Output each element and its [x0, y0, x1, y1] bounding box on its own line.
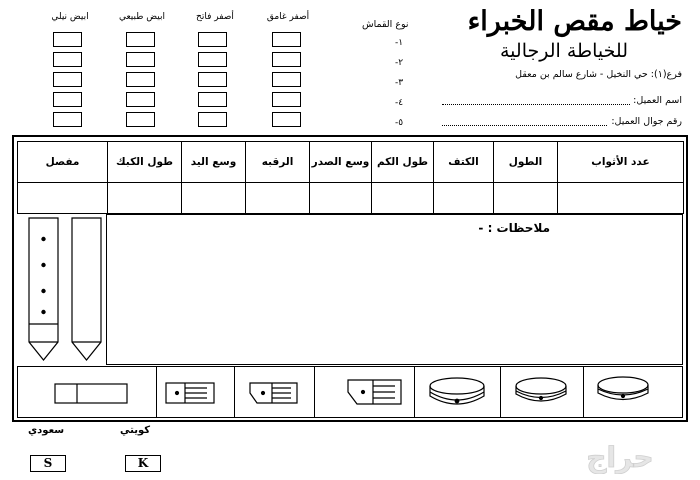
fabric-checkbox-light-yellow-2[interactable]: [198, 52, 227, 67]
collar-button-option[interactable]: [430, 378, 484, 404]
input-hand-width[interactable]: [182, 183, 246, 214]
shop-name: خياط مقص الخبراء: [467, 6, 682, 37]
customer-name-field[interactable]: [442, 104, 630, 105]
fabric-checkbox-light-yellow-3[interactable]: [198, 72, 227, 87]
customer-phone-field[interactable]: [442, 125, 607, 126]
header-shoulder: الكتف: [434, 142, 494, 183]
branch-address: فرع(١): حي النخيل - شارع سالم بن معقل: [515, 69, 682, 80]
fabric-row-2: ٢-: [395, 58, 404, 68]
placket-plain-diagram[interactable]: [72, 218, 101, 360]
header-sleeve-length: طول الكم: [372, 142, 434, 183]
placket-dots-diagram[interactable]: [29, 218, 58, 360]
customer-phone-label: رقم جوال العميل:: [611, 116, 682, 127]
kuwaiti-label: كويتي: [120, 425, 151, 436]
customer-name-label: اسم العميل:: [633, 95, 682, 106]
fabric-row-1: ١-: [395, 38, 404, 48]
fabric-checkbox-indigo-white-2[interactable]: [53, 52, 82, 67]
fabric-row-4: ٤-: [395, 98, 404, 108]
header-neck: الرقبه: [246, 142, 310, 183]
collar-round-1-option[interactable]: [598, 377, 648, 400]
saudi-box[interactable]: S: [30, 455, 66, 472]
fabric-row-5: ٥-: [395, 118, 404, 128]
header-length: الطول: [494, 142, 558, 183]
fabric-type-title: نوع القماش: [362, 19, 409, 30]
input-detail[interactable]: [18, 183, 108, 214]
fabric-checkbox-light-yellow-5[interactable]: [198, 112, 227, 127]
cuff-pointed-1-option[interactable]: [250, 383, 297, 403]
fabric-checkbox-dark-yellow-2[interactable]: [272, 52, 301, 67]
cuff-pointed-2-option[interactable]: [348, 380, 401, 404]
fabric-checkbox-natural-white-2[interactable]: [126, 52, 155, 67]
placket-diagrams: [17, 214, 106, 366]
fabric-checkbox-light-yellow-1[interactable]: [198, 32, 227, 47]
pocket-plain-option[interactable]: [55, 384, 127, 403]
fabric-checkbox-natural-white-5[interactable]: [126, 112, 155, 127]
fabric-checkbox-indigo-white-4[interactable]: [53, 92, 82, 107]
fabric-checkbox-dark-yellow-5[interactable]: [272, 112, 301, 127]
saudi-label: سعودي: [28, 425, 65, 436]
input-cuff-length[interactable]: [108, 183, 182, 214]
fabric-col-light-yellow: أصفر فاتح: [196, 12, 234, 22]
fabric-checkbox-indigo-white-1[interactable]: [53, 32, 82, 47]
notes-area[interactable]: [106, 214, 683, 365]
input-neck[interactable]: [246, 183, 310, 214]
input-chest-width[interactable]: [310, 183, 372, 214]
fabric-checkbox-light-yellow-4[interactable]: [198, 92, 227, 107]
input-thobe-count[interactable]: [558, 183, 684, 214]
header-detail: مفصل: [18, 142, 108, 183]
watermark-text: حراج: [586, 441, 654, 474]
style-option-icons: [17, 366, 683, 418]
fabric-checkbox-natural-white-4[interactable]: [126, 92, 155, 107]
fabric-checkbox-dark-yellow-3[interactable]: [272, 72, 301, 87]
header-cuff-length: طول الكبك: [108, 142, 182, 183]
fabric-checkbox-indigo-white-3[interactable]: [53, 72, 82, 87]
header-hand-width: وسع اليد: [182, 142, 246, 183]
header-chest-width: وسع الصدر: [310, 142, 372, 183]
fabric-col-natural-white: ابيض طبيعي: [118, 12, 166, 22]
fabric-checkbox-natural-white-1[interactable]: [126, 32, 155, 47]
watermark-logo: [555, 440, 685, 474]
fabric-checkbox-dark-yellow-1[interactable]: [272, 32, 301, 47]
cuff-square-option[interactable]: [166, 383, 214, 403]
fabric-checkbox-dark-yellow-4[interactable]: [272, 92, 301, 107]
notes-label: ملاحظات : -: [478, 221, 550, 235]
kuwaiti-box[interactable]: K: [125, 455, 161, 472]
input-sleeve-length[interactable]: [372, 183, 434, 214]
shop-subtitle: للخياطة الرجالية: [499, 40, 628, 62]
header-thobe-count: عدد الأثواب: [558, 142, 684, 183]
fabric-col-indigo-white: ابيض نيلي: [51, 12, 89, 22]
input-shoulder[interactable]: [434, 183, 494, 214]
fabric-checkbox-natural-white-3[interactable]: [126, 72, 155, 87]
fabric-row-3: ٣-: [395, 78, 404, 88]
fabric-checkbox-indigo-white-5[interactable]: [53, 112, 82, 127]
input-length[interactable]: [494, 183, 558, 214]
fabric-col-dark-yellow: أصفر غامق: [266, 12, 310, 22]
collar-round-2-option[interactable]: [516, 378, 566, 401]
measurements-table: [17, 141, 684, 214]
